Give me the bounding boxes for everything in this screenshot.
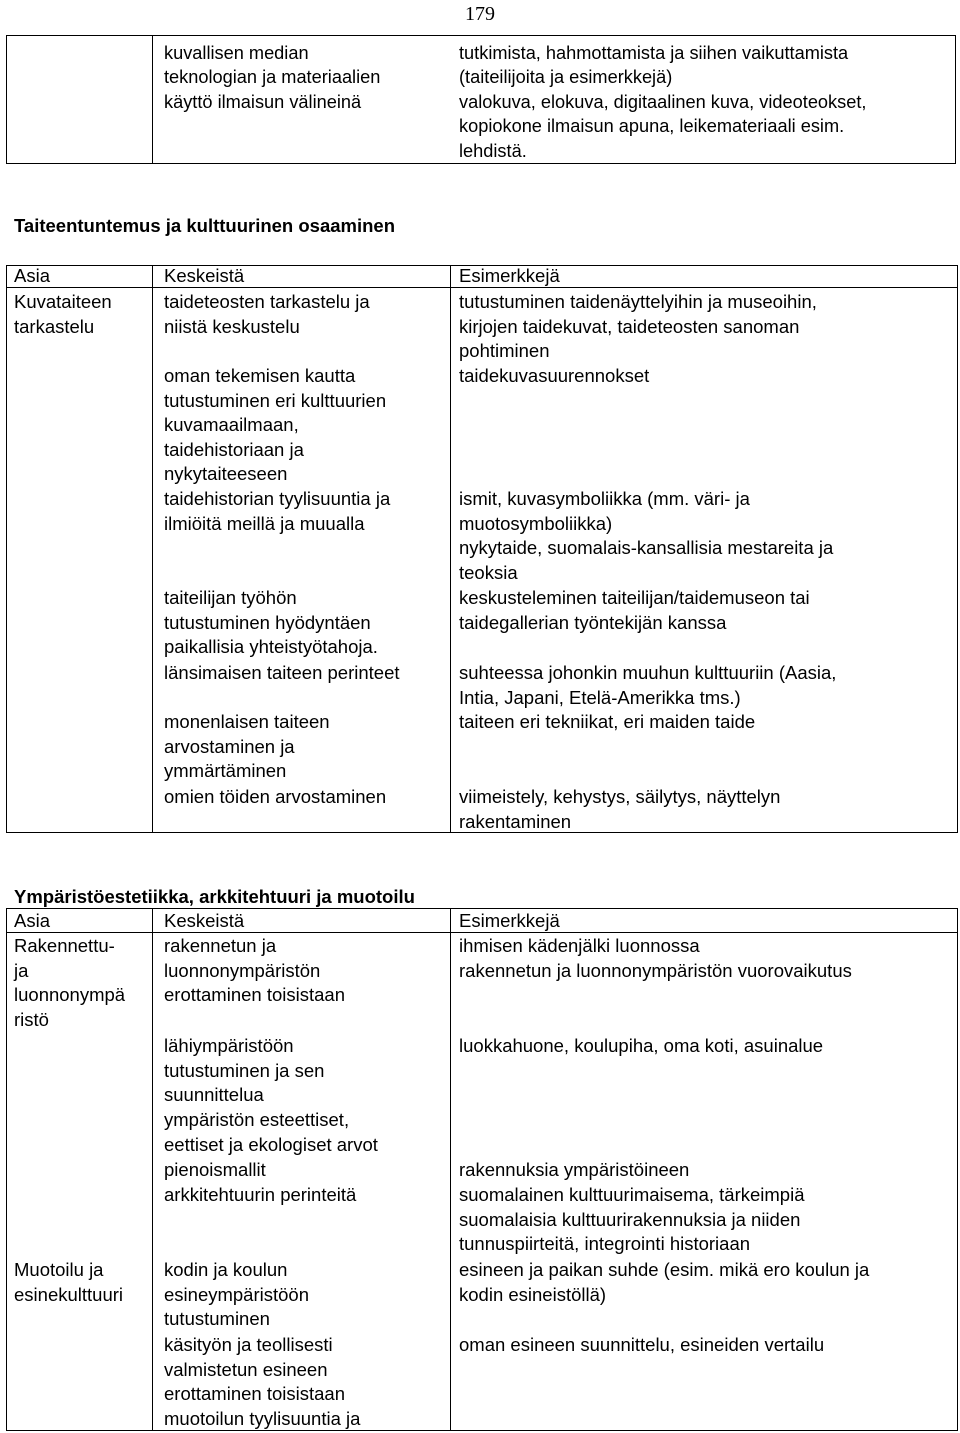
esimerkkeja-cell: keskusteleminen taiteilijan/taidemuseon tai taidegallerian työntekijän kanssa bbox=[459, 587, 810, 633]
column-divider bbox=[450, 908, 451, 1431]
esimerkkeja-cell: taiteen eri tekniikat, eri maiden taide bbox=[459, 711, 756, 732]
keskeista-cell: taidehistorian tyylisuuntia ja ilmiöitä meillä ja muualla bbox=[164, 488, 391, 534]
header-asia: Asia bbox=[14, 265, 50, 286]
keskeista-cell: lähiympäristöön tutustuminen ja sen suunnittelua bbox=[164, 1035, 325, 1106]
keskeista-cell: käsityön ja teollisesti valmistetun esineen erottaminen toisistaan bbox=[164, 1334, 345, 1405]
keskeista-cell: oman tekemisen kautta tutustuminen eri kulttuurien kuvamaailmaan, taidehistoriaan ja nykytaiteeseen bbox=[164, 365, 387, 485]
column-divider bbox=[152, 908, 153, 1431]
header-esimerkkeja: Esimerkkejä bbox=[459, 265, 560, 286]
top-table-left-cell: kuvallisen median teknologian ja materiaalien käyttö ilmaisun välineinä bbox=[164, 43, 381, 112]
keskeista-cell: taideteosten tarkastelu ja niistä keskustelu bbox=[164, 291, 370, 337]
esimerkkeja-cell: suhteessa johonkin muuhun kulttuuriin (Aasia, Intia, Japani, Etelä-Amerikka tms.) bbox=[459, 662, 837, 708]
header-keskeista: Keskeistä bbox=[164, 910, 245, 931]
subject-cell: Muotoilu ja esinekulttuuri bbox=[14, 1259, 124, 1305]
esimerkkeja-cell: tutustuminen taidenäyttelyihin ja museoihin, kirjojen taidekuvat, taideteosten sanoman pohtiminen bbox=[459, 291, 817, 362]
column-divider bbox=[152, 265, 153, 833]
table-border-bottom bbox=[6, 1430, 958, 1431]
esimerkkeja-cell: ismit, kuvasymboliikka (mm. väri- ja muotosymboliikka) nykytaide, suomalais-kansallisia mestareita ja teoksia bbox=[459, 488, 834, 583]
esimerkkeja-cell: esineen ja paikan suhde (esim. mikä ero koulun ja kodin esineistöllä) bbox=[459, 1259, 870, 1305]
keskeista-cell: länsimaisen taiteen perinteet bbox=[164, 662, 400, 683]
subject-cell: Kuvataiteen tarkastelu bbox=[14, 291, 112, 337]
top-table-right-cell: tutkimista, hahmottamista ja siihen vaikuttamista (taiteilijoita ja esimerkkejä) valokuva, elokuva, digitaalinen kuva, videoteokset, kopiokone ilmaisun apuna, leikemateriaali esim. lehdistä. bbox=[459, 43, 867, 161]
esimerkkeja-cell: luokkahuone, koulupiha, oma koti, asuinalue bbox=[459, 1035, 824, 1056]
table-border-left bbox=[6, 908, 7, 1431]
page-number: 179 bbox=[465, 3, 495, 25]
keskeista-cell: taiteilijan työhön tutustuminen hyödyntäen paikallisia yhteistyötahoja. bbox=[164, 587, 378, 658]
header-asia: Asia bbox=[14, 910, 50, 931]
esimerkkeja-cell: rakennuksia ympäristöineen bbox=[459, 1159, 690, 1180]
table-border-right bbox=[957, 908, 958, 1431]
esimerkkeja-cell: suomalainen kulttuurimaisema, tärkeimpiä suomalaisia kulttuurirakennuksia ja niiden tunnuspiirteitä, integrointi historiaan bbox=[459, 1184, 805, 1255]
column-divider bbox=[450, 265, 451, 833]
header-esimerkkeja: Esimerkkejä bbox=[459, 910, 560, 931]
top-table-divider bbox=[152, 35, 153, 164]
esimerkkeja-cell: oman esineen suunnittelu, esineiden vertailu bbox=[459, 1334, 825, 1355]
keskeista-cell: pienoismallit bbox=[164, 1159, 266, 1180]
keskeista-cell: muotoilun tyylisuuntia ja bbox=[164, 1408, 361, 1429]
esimerkkeja-cell: taidekuvasuurennokset bbox=[459, 365, 650, 386]
keskeista-cell: monenlaisen taiteen arvostaminen ja ymmärtäminen bbox=[164, 711, 330, 782]
table-border-left bbox=[6, 265, 7, 833]
esimerkkeja-cell: ihmisen kädenjälki luonnossa rakennetun ja luonnonympäristön vuorovaikutus bbox=[459, 935, 852, 981]
header-keskeista: Keskeistä bbox=[164, 265, 245, 286]
keskeista-cell: rakennetun ja luonnonympäristön erottaminen toisistaan bbox=[164, 935, 345, 1006]
section-title: Ympäristöestetiikka, arkkitehtuuri ja muotoilu bbox=[14, 886, 415, 907]
keskeista-cell: ympäristön esteettiset, eettiset ja ekologiset arvot bbox=[164, 1109, 378, 1155]
keskeista-cell: arkkitehtuurin perinteitä bbox=[164, 1184, 357, 1205]
keskeista-cell: kodin ja koulun esineympäristöön tutustuminen bbox=[164, 1259, 309, 1330]
keskeista-cell: omien töiden arvostaminen bbox=[164, 786, 387, 807]
subject-cell: Rakennettu- ja luonnonympä ristö bbox=[14, 935, 126, 1030]
esimerkkeja-cell: viimeistely, kehystys, säilytys, näyttelyn rakentaminen bbox=[459, 786, 781, 832]
table-border-right bbox=[957, 265, 958, 833]
section-title: Taiteentuntemus ja kulttuurinen osaaminen bbox=[14, 215, 396, 236]
